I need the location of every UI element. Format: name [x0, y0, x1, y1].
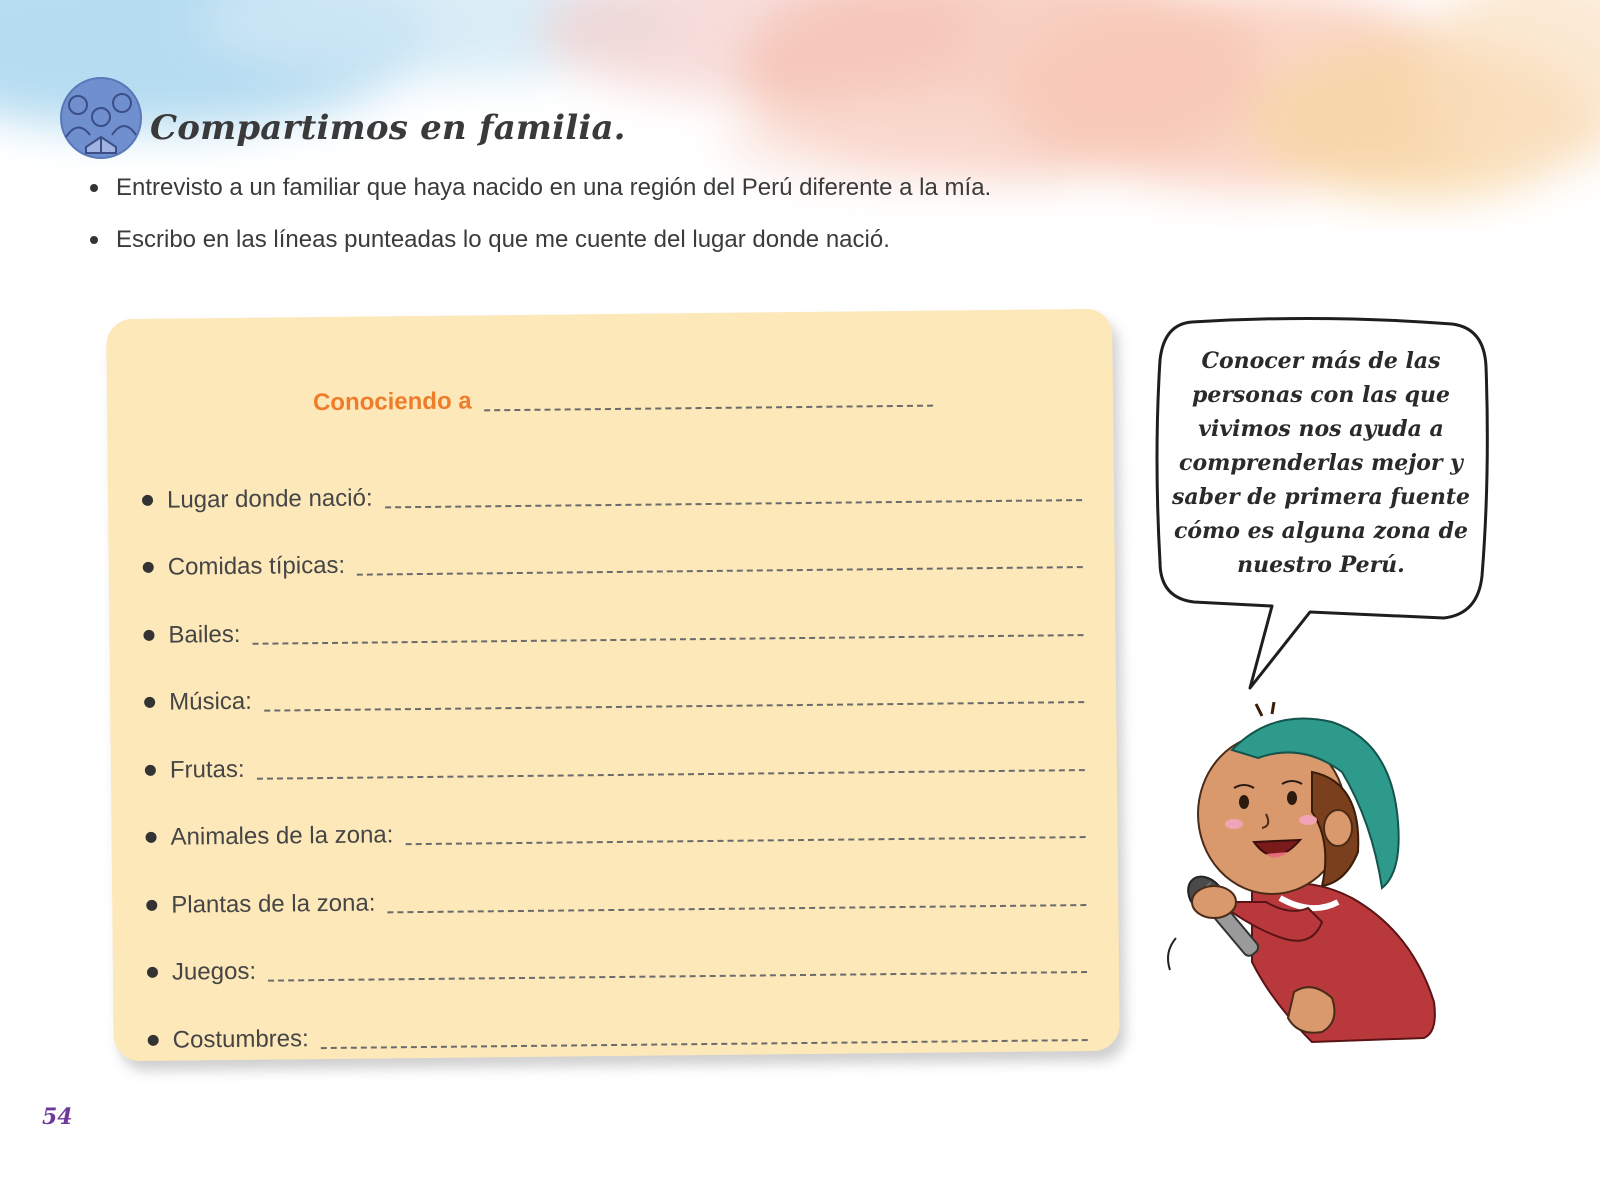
- bullet-dot: [142, 494, 153, 505]
- field-animales: [141, 775, 1086, 852]
- bullet-dot: [148, 1034, 159, 1045]
- bullet-dot: [146, 832, 157, 843]
- instruction-item: Escribo en las líneas punteadas lo que me cuente del lugar donde nació.: [88, 222, 991, 274]
- field-juegos: [142, 910, 1087, 987]
- field-label: Lugar donde nació:: [166, 484, 373, 514]
- field-label: Costumbres:: [172, 1024, 309, 1054]
- field-label: Comidas típicas:: [167, 551, 346, 581]
- field-bailes: [139, 572, 1084, 649]
- instruction-item: Entrevisto a un familiar que haya nacido en una región del Perú diferente a la mía.: [88, 170, 991, 222]
- child-with-microphone-illustration: [1162, 702, 1452, 1052]
- field-comidas-tipicas: [138, 505, 1083, 582]
- bullet-dot: [143, 562, 154, 573]
- bullet-dot: [147, 967, 158, 978]
- field-label: Plantas de la zona:: [171, 889, 376, 919]
- family-reading-icon: [58, 77, 144, 159]
- field-label: Frutas:: [169, 755, 245, 784]
- bullet-dot: [146, 899, 157, 910]
- interview-fields-list: [137, 437, 1087, 1054]
- answer-line[interactable]: [321, 1039, 1088, 1049]
- card-heading-row: [313, 371, 933, 417]
- field-label: Animales de la zona:: [170, 821, 394, 851]
- card-heading: Conociendo a: [312, 387, 472, 417]
- field-lugar-donde-nacio: [137, 437, 1082, 514]
- field-label: Bailes:: [168, 620, 241, 649]
- name-answer-line[interactable]: [484, 405, 933, 412]
- field-plantas: [142, 842, 1087, 919]
- bullet-dot: [144, 697, 155, 708]
- section-title: Compartimos en familia.: [150, 108, 626, 148]
- field-musica: [140, 640, 1085, 717]
- speech-bubble-text: Conocer más de las personas con las que vivimos nos ayuda a comprenderlas mejor y saber de primera fuente cómo es alguna zona de nuestro Perú.: [1171, 348, 1471, 578]
- interview-card: [106, 309, 1120, 1061]
- field-label: Música:: [169, 687, 252, 716]
- field-costumbres: [143, 977, 1088, 1054]
- page-number: 54: [42, 1104, 73, 1130]
- field-label: Juegos:: [171, 957, 257, 986]
- bullet-dot: [145, 764, 156, 775]
- bullet-dot: [143, 629, 154, 640]
- instructions-list: [88, 170, 991, 274]
- field-frutas: [140, 707, 1085, 784]
- interview-card-wrapper: [106, 309, 1120, 1061]
